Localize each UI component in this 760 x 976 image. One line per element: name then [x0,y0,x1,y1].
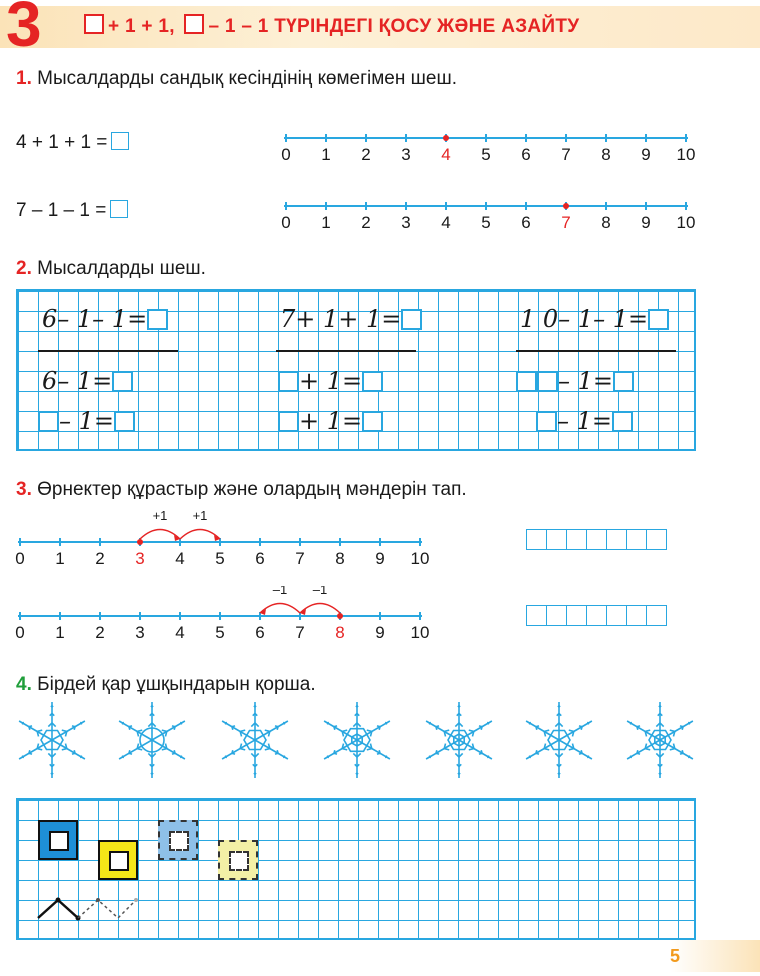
tick-label: 7 [295,623,305,642]
tick-label: 10 [676,145,696,164]
tick-label: 6 [255,549,265,568]
snowflake-icon [222,702,288,778]
title-part-1: + 1 + 1, [108,16,175,37]
tick-label: 7 [561,145,571,164]
answer-box[interactable] [648,309,669,330]
tick-label: 6 [521,213,531,232]
handwritten-expression: 1 0– 1– 1= [520,305,649,333]
tick-label: 10 [676,213,696,232]
chapter-title [80,14,579,38]
task2-col2-row1 [278,367,383,395]
snowflake-icon [19,702,85,778]
divider-line [276,350,416,352]
answer-box[interactable] [612,411,633,432]
task1-example-2 [16,200,128,222]
snowflake-icon [526,702,592,778]
answer-box[interactable] [362,371,383,392]
tick-label: 6 [255,623,265,642]
page-number: 5 [669,946,680,966]
tick-label: 2 [361,145,371,164]
highlight-dot [563,203,569,209]
tick-label: 0 [281,213,291,232]
task2-col2-top [280,305,422,333]
tick-label: 1 [55,549,65,568]
answer-box[interactable] [38,411,59,432]
answer-box[interactable] [613,371,634,392]
answer-box[interactable] [401,309,422,330]
answer-box[interactable] [112,371,133,392]
divider-line [516,350,676,352]
task1-number: 1. [16,68,32,89]
task2-col2-row2 [278,407,383,435]
task4-instruction [16,674,316,696]
answer-box[interactable] [362,411,383,432]
answer-box[interactable] [278,371,299,392]
snowflakes-row [0,698,760,784]
answer-cells-row-1[interactable] [526,529,667,550]
tick-label: 8 [601,213,611,232]
tick-label: 5 [215,623,225,642]
task2-grid [16,289,696,451]
jump-label: +1 [192,508,208,523]
answer-box[interactable] [536,411,557,432]
number-line-task3-a [10,506,450,572]
task4-text: Бірдей қар ұшқындарын қорша. [37,674,316,695]
task3-instruction [16,479,467,501]
pattern-square-light-yellow [218,840,258,880]
tick-label: 8 [335,623,345,642]
tick-label: 4 [441,145,451,164]
task2-col3-top [520,305,669,333]
placeholder-box [184,14,204,34]
task1-text: Мысалдарды сандық кесіндінің көмегімен шеш. [37,68,457,89]
pattern-square-light-blue [158,820,198,860]
highlight-dot [137,539,143,545]
handwritten-expression: – 1= [558,367,614,395]
divider-line [38,350,178,352]
tick-label: 1 [321,213,331,232]
tick-label: 4 [175,549,185,568]
tick-label: 9 [375,549,385,568]
tick-label: 7 [561,213,571,232]
answer-box[interactable] [111,132,129,150]
tick-label: 4 [441,213,451,232]
task1-example-1 [16,132,129,154]
tick-label: 6 [521,145,531,164]
jump-arc [180,530,220,540]
answer-box[interactable] [516,371,537,392]
tick-label: 10 [410,549,430,568]
pattern-square-blue [38,820,78,860]
task2-number: 2. [16,258,32,279]
tick-label: 8 [601,145,611,164]
tick-label: 0 [281,145,291,164]
tick-label: 5 [481,145,491,164]
tick-label: 2 [95,623,105,642]
snowflake-icon [627,702,693,778]
tick-label: 3 [135,623,145,642]
tick-label: 1 [321,145,331,164]
task3-text: Өрнектер құрастыр және олардың мәндерін тап. [37,479,467,500]
tick-label: 3 [401,145,411,164]
task2-col3-row1 [516,367,634,395]
tick-label: 9 [641,213,651,232]
answer-box[interactable] [114,411,135,432]
handwritten-expression: 6– 1= [42,367,113,395]
tick-label: 8 [335,549,345,568]
task4-number: 4. [16,674,32,695]
page-number-band [670,940,760,972]
jump-arc [140,530,180,540]
answer-box[interactable] [147,309,168,330]
task4-grid [16,798,696,940]
tick-label: 1 [55,623,65,642]
tick-label: 3 [401,213,411,232]
handwritten-expression: + 1= [299,367,363,395]
tick-label: 2 [361,213,371,232]
task2-col1-row2 [38,407,135,435]
tick-label: 9 [375,623,385,642]
example-expression: 7 – 1 – 1 = [16,200,107,221]
snowflake-icon [119,702,185,778]
highlight-dot [337,613,343,619]
tick-label: 9 [641,145,651,164]
jump-arc [260,604,300,614]
tick-label: 10 [410,623,430,642]
title-part-2: – 1 – 1 ТҮРІНДЕГІ ҚОСУ ЖӘНЕ АЗАЙТУ [208,16,580,37]
answer-box[interactable] [110,200,128,218]
tick-label: 0 [15,549,25,568]
tick-label: 5 [215,549,225,568]
pattern-square-yellow [98,840,138,880]
number-line-example-1 [276,124,716,174]
placeholder-box [84,14,104,34]
number-line-task3-b [10,586,450,652]
answer-box[interactable] [278,411,299,432]
snowflake-icon [426,702,492,778]
task2-instruction [16,258,206,280]
task2-col1-top [42,305,168,333]
task2-col3-row2 [536,407,633,435]
handwritten-expression: + 1= [299,407,363,435]
tick-label: 0 [15,623,25,642]
tick-label: 5 [481,213,491,232]
zigzag-pattern [36,896,146,924]
jump-label: –1 [312,586,328,597]
handwritten-expression: 7+ 1+ 1= [280,305,402,333]
highlight-dot [443,135,449,141]
tick-label: 4 [175,623,185,642]
jump-label: +1 [152,508,168,523]
tick-label: 7 [295,549,305,568]
jump-arc [300,604,340,614]
number-line-example-2 [276,192,716,242]
task2-text: Мысалдарды шеш. [37,258,206,279]
handwritten-expression: – 1= [59,407,115,435]
task2-col1-row1 [42,367,133,395]
tick-label: 3 [135,549,145,568]
answer-box[interactable] [537,371,558,392]
chapter-number: 3 [6,0,42,60]
tick-label: 2 [95,549,105,568]
handwritten-expression: – 1= [557,407,613,435]
jump-label: –1 [272,586,288,597]
answer-cells-row-2[interactable] [526,605,667,626]
task3-number: 3. [16,479,32,500]
task1-instruction [16,68,457,90]
example-expression: 4 + 1 + 1 = [16,132,108,153]
handwritten-expression: 6– 1– 1= [42,305,148,333]
snowflake-icon [324,702,390,778]
